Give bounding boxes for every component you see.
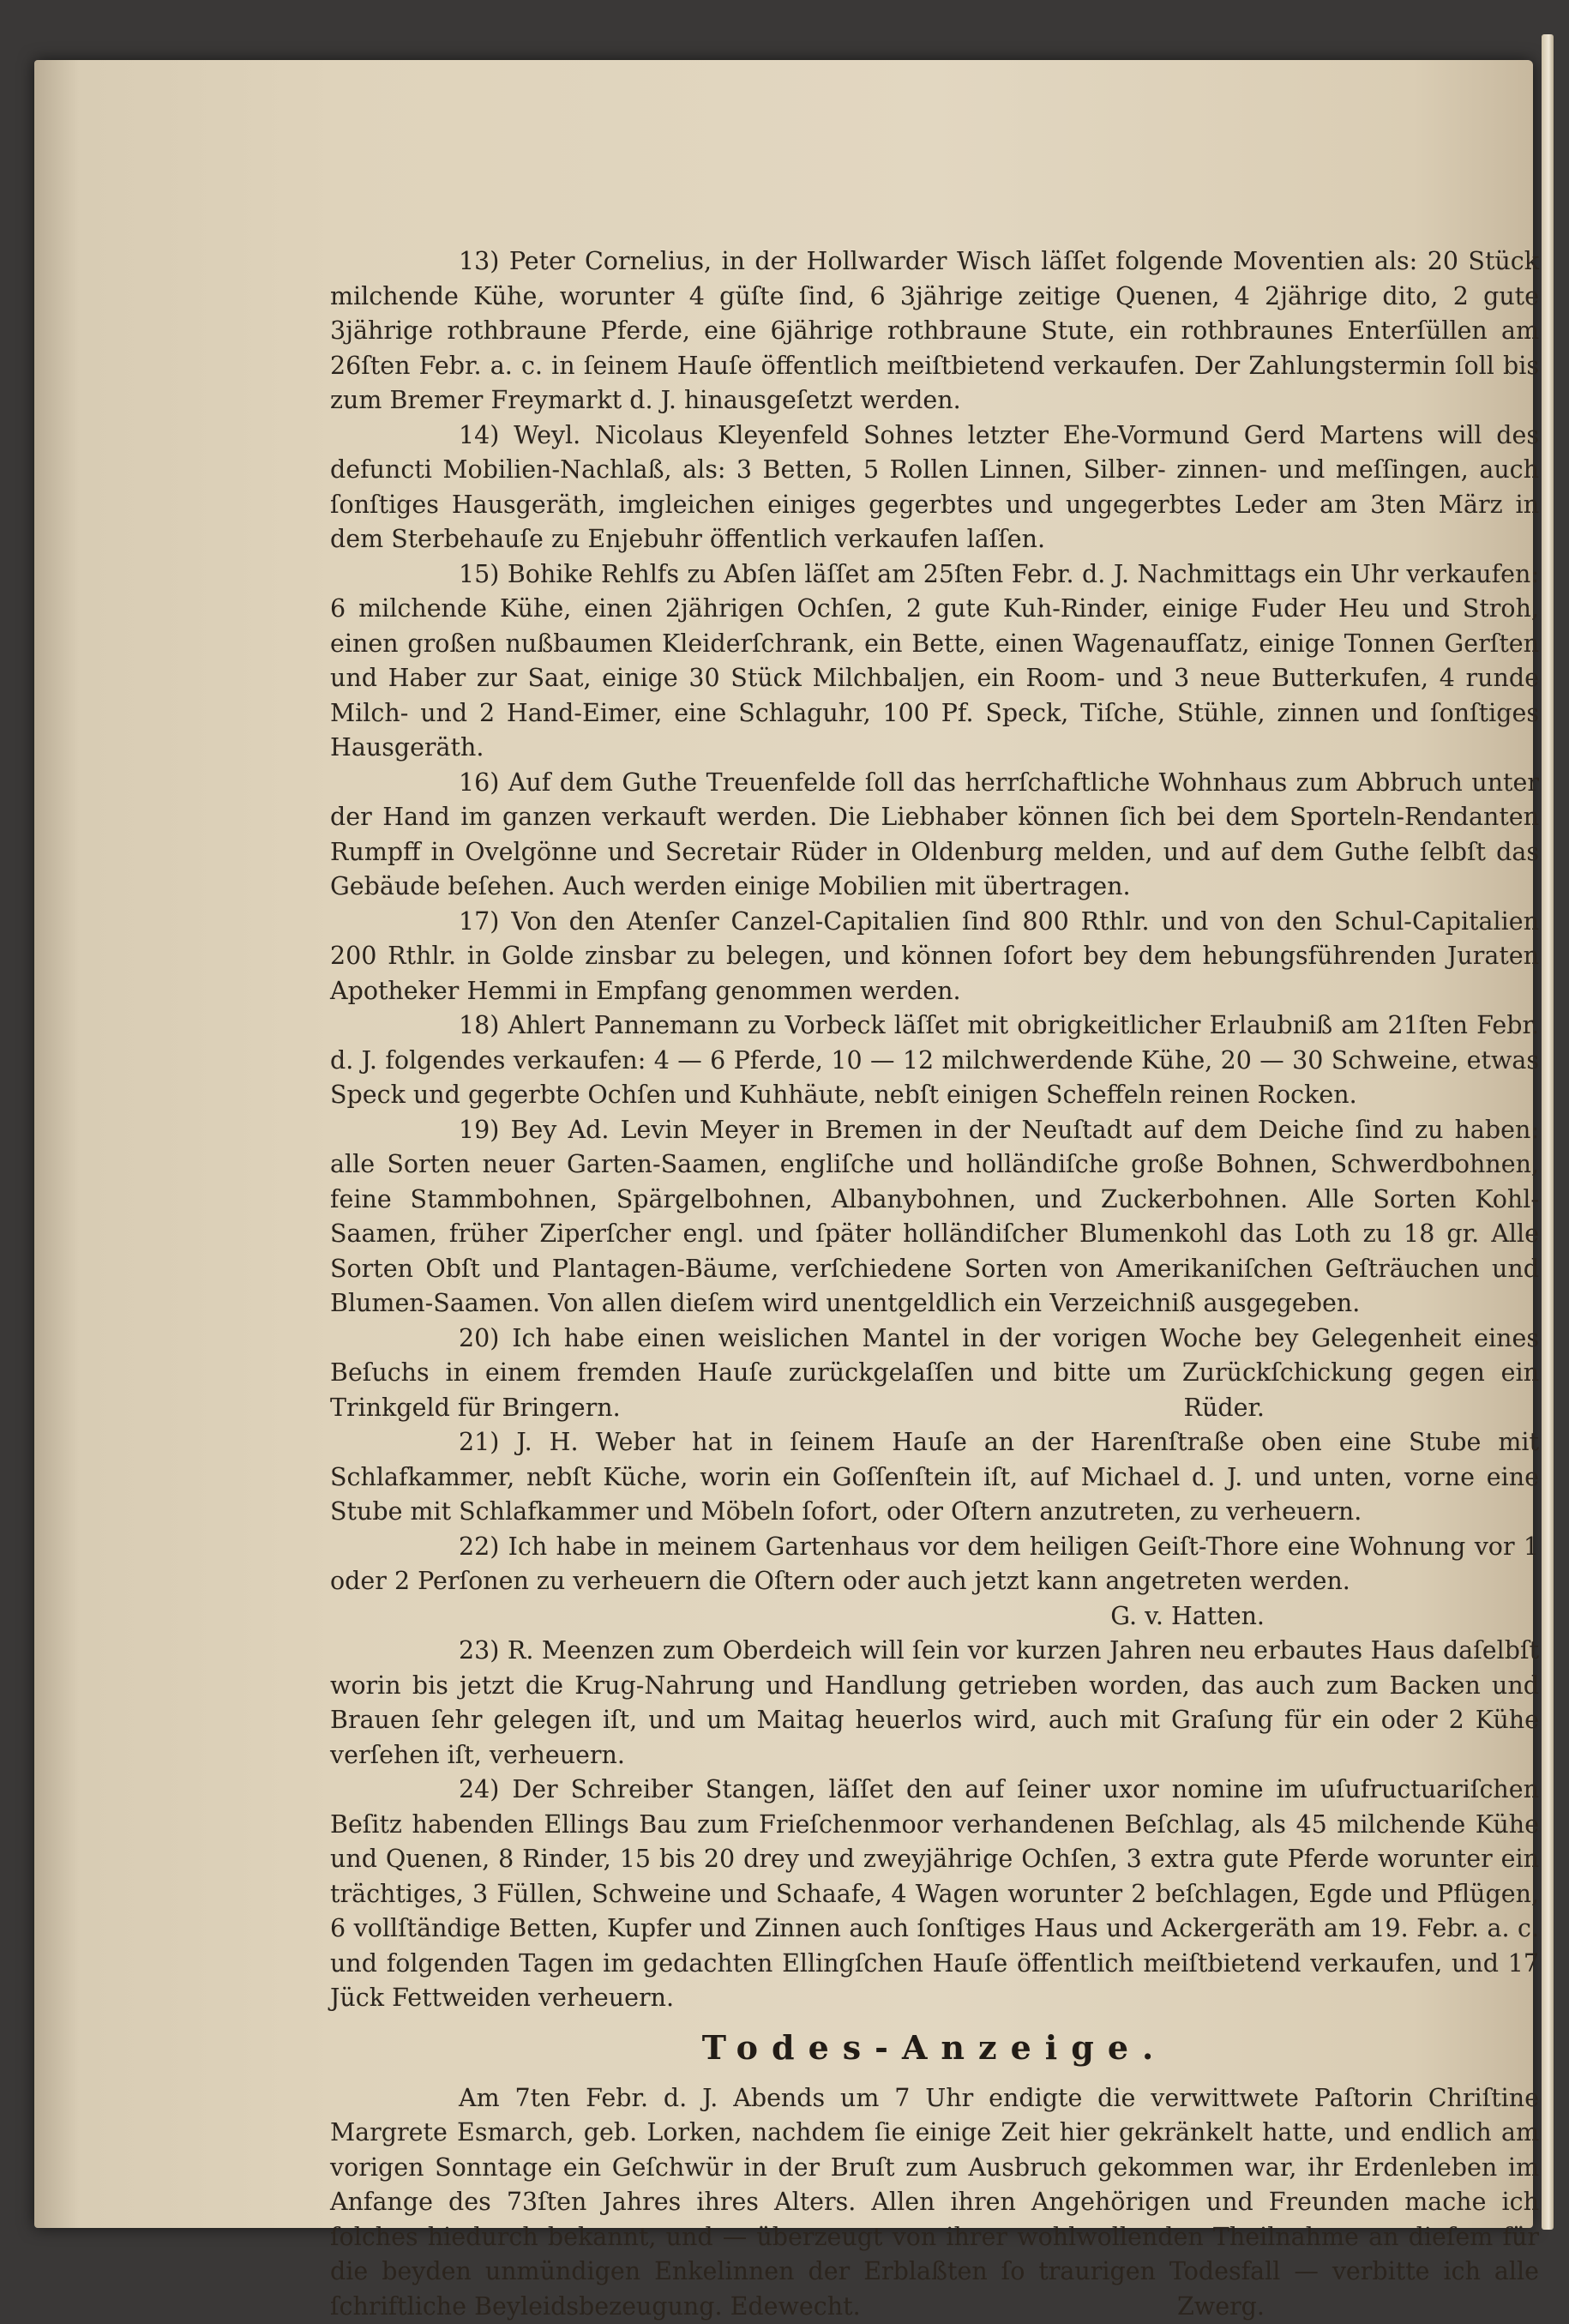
notice-16: 16) Auf dem Guthe Treuenfelde ſoll das herrſchaftliche Wohnhaus zum Abbruch unter der Hand im ganzen verkauft werden. Die Liebhaber können ſich bei dem Sporteln-Rendanten Rumpff in Ovelgönne und Secretair Rüder in Oldenburg melden, und auf dem Guthe ſelbſt das Gebäude beſehen. Auch werden einige Mobilien mit übertragen.	[330, 766, 1539, 905]
notice-19: 19) Bey Ad. Levin Meyer in Bremen in der Neuſtadt auf dem Deiche ſind zu haben: alle Sorten neuer Garten-Saamen, engliſche und holländiſche große Bohnen, Schwerdbohnen, feine Stammbohnen, Spärgelbohnen, Albanybohnen, und Zuckerbohnen. Alle Sorten Kohl-Saamen, früher Ziperſcher engl. und ſpäter holländiſcher Blumenkohl das Loth zu 18 gr. Alle Sorten Obſt und Plantagen-Bäume, verſchiedene Sorten von Amerikaniſchen Geſträuchen und Blumen-Saamen. Von allen dieſem wird unentgeldlich ein Verzeichniß ausgegeben.	[330, 1113, 1539, 1322]
text-column	[330, 244, 1539, 2324]
notice-14: 14) Weyl. Nicolaus Kleyenfeld Sohnes letzter Ehe-Vormund Gerd Martens will des defuncti Mobilien-Nachlaß, als: 3 Betten, 5 Rollen Linnen, Silber- zinnen- und meſſingen, auch ſonſtiges Hausgeräth, imgleichen einiges gegerbtes und ungegerbtes Leder am 3ten März in dem Sterbehauſe zu Enjebuhr öffentlich verkaufen laſſen.	[330, 418, 1539, 557]
notice-23: 23) R. Meenzen zum Oberdeich will ſein vor kurzen Jahren neu erbautes Haus daſelbſt worin bis jetzt die Krug-Nahrung und Handlung getrieben worden, das auch zum Backen und Brauen ſehr gelegen iſt, und um Maitag heuerlos wird, auch mit Graſung für ein oder 2 Kühe verſehen iſt, verheuern.	[330, 1634, 1539, 1773]
notice-20-signature: Rüder.	[330, 1391, 1539, 1426]
notice-15: 15) Bohike Rehlfs zu Abſen läſſet am 25ſten Febr. d. J. Nachmittags ein Uhr verkaufen: 6 milchende Kühe, einen 2jährigen Ochſen, 2 gute Kuh-Rinder, einige Fuder Heu und Stroh, einen großen nußbaumen Kleiderſchrank, ein Bette, einen Wagenaufſatz, einige Tonnen Gerſten und Haber zur Saat, einige 30 Stück Milchbaljen, ein Room- und 3 neue Butterkufen, 4 runde Milch- und 2 Hand-Eimer, eine Schlaguhr, 100 Pf. Speck, Tiſche, Stühle, zinnen und ſonſtiges Hausgeräth.	[330, 557, 1539, 766]
notice-20: 20) Ich habe einen weislichen Mantel in der vorigen Woche bey Gelegenheit eines Beſuchs in einem fremden Hauſe zurückgelaſſen und bitte um Zurückſchickung gegen ein Trinkgeld für Bringern.	[330, 1322, 1539, 1426]
notice-17: 17) Von den Atenſer Canzel-Capitalien ſind 800 Rthlr. und von den Schul-Capitalien 200 Rthlr. in Golde zinsbar zu belegen, und können ſofort bey dem hebungsführenden Juraten Apotheker Hemmi in Empfang genommen werden.	[330, 905, 1539, 1009]
page-edge	[1542, 34, 1554, 2230]
notice-22: 22) Ich habe in meinem Gartenhaus vor dem heiligen Geiſt-Thore eine Wohnung vor 1 oder 2 Perſonen zu verheuern die Oſtern oder auch jetzt kann angetreten werden.	[330, 1530, 1539, 1599]
death-notice-signature: Zwerg.	[330, 2290, 1539, 2324]
notice-24: 24) Der Schreiber Stangen, läſſet den auf ſeiner uxor nomine im uſufructuariſchen Beſitz habenden Ellings Bau zum Frieſchenmoor verhandenen Beſchlag, als 45 milchende Kühe und Quenen, 8 Rinder, 15 bis 20 drey und zweyjährige Ochſen, 3 extra gute Pferde worunter ein trächtiges, 3 Füllen, Schweine und Schaafe, 4 Wagen worunter 2 beſchlagen, Egde und Pflügen, 6 vollſtändige Betten, Kupfer und Zinnen auch ſonſtiges Haus und Ackergeräth am 19. Febr. a. c. und folgenden Tagen im gedachten Ellingſchen Hauſe öffentlich meiſtbietend verkaufen, und 17 Jück Fettweiden verheuern.	[330, 1773, 1539, 2016]
notice-13: 13) Peter Cornelius, in der Hollwarder Wisch läſſet folgende Moventien als: 20 Stück milchende Kühe, worunter 4 güſte ſind, 6 3jährige zeitige Quenen, 4 2jährige dito, 2 gute 3jährige rothbraune Pferde, eine 6jährige rothbraune Stute, ein rothbraunes Enterſüllen am 26ſten Febr. a. c. in ſeinem Hauſe öffentlich meiſtbietend verkaufen. Der Zahlungstermin ſoll bis zum Bremer Freymarkt d. J. hinausgeſetzt werden.	[330, 244, 1539, 418]
notice-22-signature: G. v. Hatten.	[330, 1599, 1539, 1635]
notice-21: 21) J. H. Weber hat in ſeinem Hauſe an der Harenſtraße oben eine Stube mit Schlafkammer, nebſt Küche, worin ein Goſſenſtein iſt, auf Michael d. J. und unten, vorne eine Stube mit Schlafkammer und Möbeln ſofort, oder Oſtern anzutreten, zu verheuern.	[330, 1425, 1539, 1530]
notice-18: 18) Ahlert Pannemann zu Vorbeck läſſet mit obrigkeitlicher Erlaubniß am 21ſten Febr. d. J. folgendes verkaufen: 4 — 6 Pferde, 10 — 12 milchwerdende Kühe, 20 — 30 Schweine, etwas Speck und gegerbte Ochſen und Kuhhäute, nebſt einigen Scheffeln reinen Rocken.	[330, 1008, 1539, 1113]
death-notice-heading: Todes-Anzeige.	[330, 2026, 1539, 2069]
death-notice-text: Am 7ten Febr. d. J. Abends um 7 Uhr endigte die verwittwete Paſtorin Chriſtine Margrete Esmarch, geb. Lorken, nachdem ſie einige Zeit hier gekränkelt hatte, und endlich am vorigen Sonntage ein Geſchwür in der Bruſt zum Ausbruch gekommen war, ihr Erdenleben im Anfange des 73ſten Jahres ihres Alters. Allen ihren Angehörigen und Freunden mache ich ſolches hiedurch bekannt, und — überzeugt von ihrer wohlwollenden Theilnahme an dieſem für die beyden unmündigen Enkelinnen der Erblaßten ſo traurigen Todesfall — verbitte ich alle ſchriftliche Beyleidsbezeugung. Edewecht.	[330, 2081, 1539, 2324]
